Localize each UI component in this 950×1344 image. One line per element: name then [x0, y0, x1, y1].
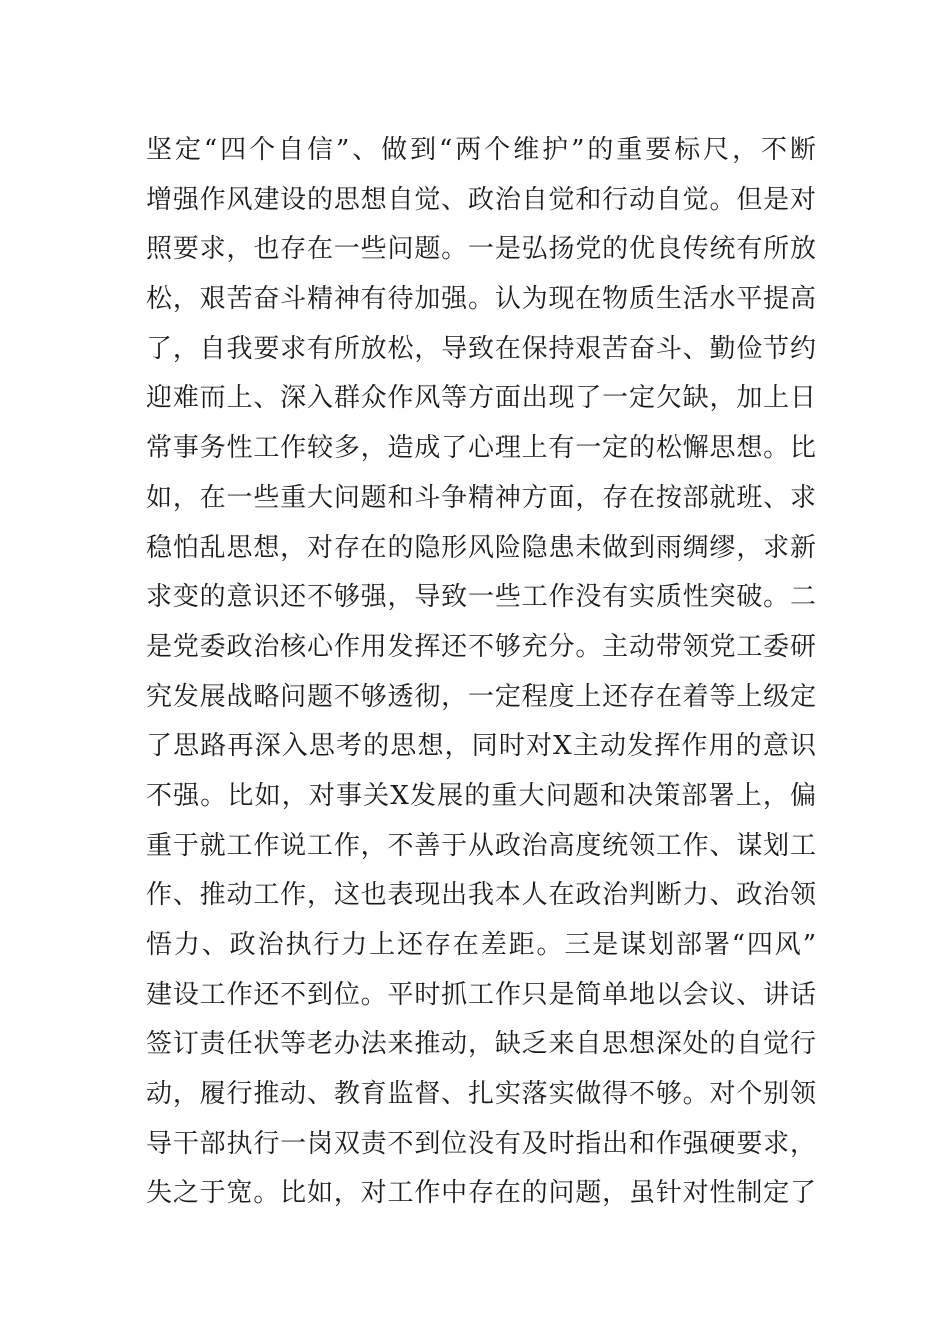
text-line-8: 如，在一些重大问题和斗争精神方面，存在按部就班、求	[146, 482, 816, 513]
text-line-12: 究发展战略问题不够透彻，一定程度上还存在着等上级定	[146, 681, 816, 712]
text-line-19: 签订责任状等老办法来推动，缺乏来自思想深处的自觉行	[146, 1029, 816, 1060]
text-line-4: 松，艰苦奋斗精神有待加强。认为现在物质生活水平提高	[146, 284, 816, 315]
text-line-7: 常事务性工作较多，造成了心理上有一定的松懈思想。比	[146, 433, 816, 464]
text-line-10: 求变的意识还不够强，导致一些工作没有实质性突破。二	[146, 582, 816, 613]
text-line-16: 作、推动工作，这也表现出我本人在政治判断力、政治领	[146, 880, 816, 911]
text-line-9: 稳怕乱思想，对存在的隐形风险隐患未做到雨绸缪，求新	[146, 532, 816, 563]
text-line-17: 悟力、政治执行力上还存在差距。三是谋划部署“四风”	[146, 930, 816, 960]
text-line-14: 不强。比如，对事关X发展的重大问题和决策部署上，偏	[146, 780, 816, 811]
body-text	[146, 126, 816, 1219]
text-line-6: 迎难而上、深入群众作风等方面出现了一定欠缺，加上日	[146, 383, 816, 414]
text-line-2: 增强作风建设的思想自觉、政治自觉和行动自觉。但是对	[146, 184, 816, 215]
text-line-22: 失之于宽。比如，对工作中存在的问题，虽针对性制定了	[146, 1178, 816, 1209]
text-line-20: 动，履行推动、教育监督、扎实落实做得不够。对个别领	[146, 1079, 816, 1110]
text-line-21: 导干部执行一岗双责不到位没有及时指出和作强硬要求，	[146, 1128, 816, 1159]
text-line-11: 是党委政治核心作用发挥还不够充分。主动带领党工委研	[146, 631, 816, 662]
text-line-15: 重于就工作说工作，不善于从政治高度统领工作、谋划工	[146, 830, 816, 861]
text-line-18: 建设工作还不到位。平时抓工作只是简单地以会议、讲话	[146, 979, 816, 1010]
text-line-3: 照要求，也存在一些问题。一是弘扬党的优良传统有所放	[146, 234, 816, 265]
text-line-1: 坚定“四个自信”、做到“两个维护”的重要标尺，不断	[146, 135, 816, 165]
text-line-5: 了，自我要求有所放松，导致在保持艰苦奋斗、勤俭节约	[146, 333, 816, 364]
text-line-13: 了思路再深入思考的思想，同时对X主动发挥作用的意识	[146, 731, 816, 762]
